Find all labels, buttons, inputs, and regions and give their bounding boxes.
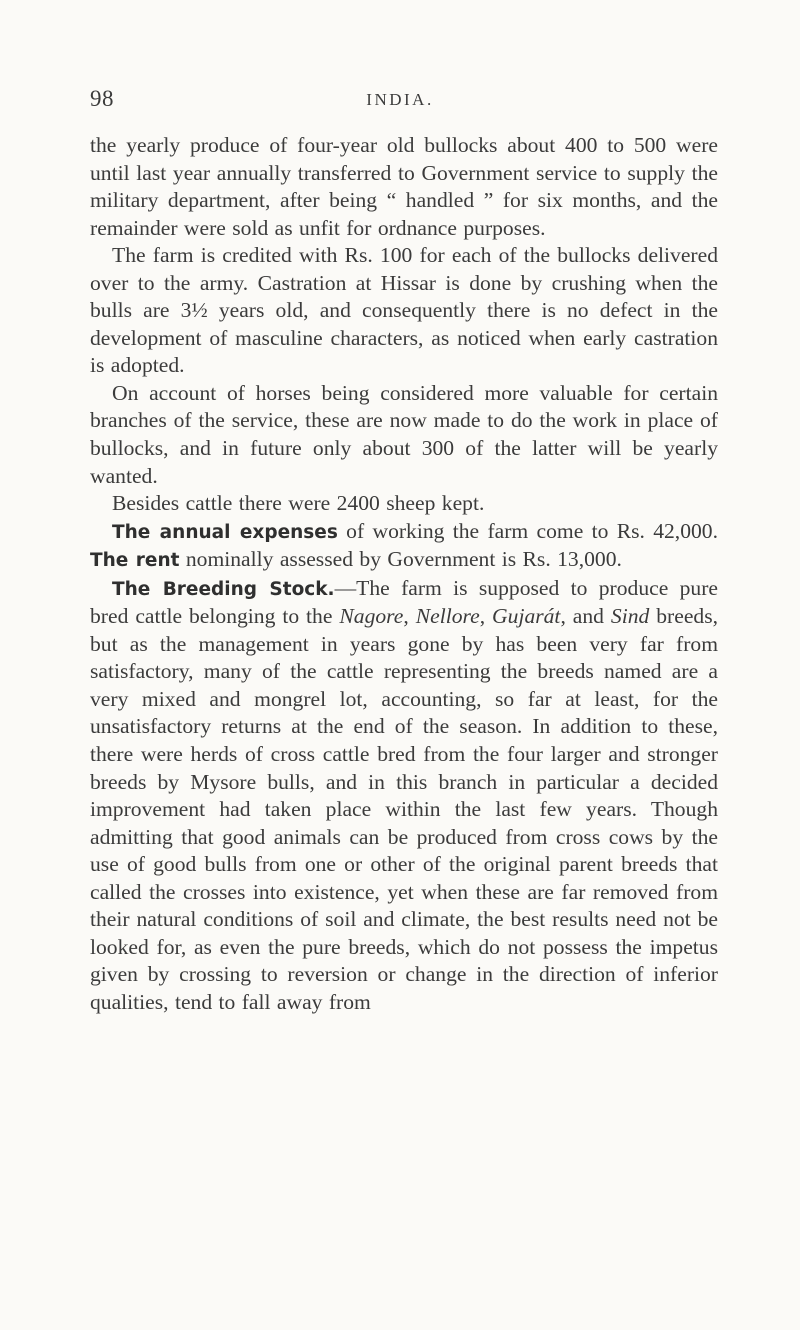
- paragraph-bullock-produce: the yearly produce of four-year old bullocks about 400 to 500 were until last year annually transferred to Government service to supply the military department, after being “ handled ” for six months, and the remainder were sold as unfit for ordnance purposes.: [90, 133, 718, 240]
- paragraph-breeding-stock: [90, 575, 718, 1017]
- breed-separator-1: ,: [403, 604, 416, 629]
- page-header: [0, 86, 800, 120]
- breeding-stock-heading: The Breeding Stock.: [112, 578, 335, 600]
- body-text: [90, 132, 718, 1017]
- paragraph-annual-expenses: [90, 518, 718, 575]
- annual-expenses-heading: The annual expenses: [112, 521, 338, 543]
- breed-nagore: Nagore: [339, 604, 404, 629]
- page-number: 98: [90, 86, 114, 111]
- rent-heading: The rent: [90, 550, 180, 572]
- rent-text: nominally assessed by Government is Rs. 13,000.: [179, 547, 622, 572]
- paragraph-sheep: Besides cattle there were 2400 sheep kept.: [112, 491, 485, 516]
- breed-nellore: Nellore: [415, 604, 480, 629]
- breeding-stock-intro: —The farm is supposed to produce pure bred cattle belonging to the: [90, 575, 718, 629]
- paragraph-castration: The farm is credited with Rs. 100 for each of the bullocks delivered over to the army. Castration at Hissar is done by crushing when the bulls are 3½ years old, and consequently there is no defect in the development of masculine characters, as noticed when early castration is adopted.: [90, 243, 718, 378]
- breed-separator-2: ,: [479, 604, 493, 629]
- breed-separator-3: , and: [560, 604, 611, 629]
- annual-expenses-text: of working the farm come to Rs. 42,000.: [337, 518, 718, 543]
- breed-sind: Sind: [610, 604, 650, 629]
- breeding-stock-text: breeds, but as the management in years gone by has been very far from satisfactory, many of the cattle representing the breeds named are a very mixed and mongrel lot, accounting, so far at least, for the unsatisfactory returns at the end of the season. In addition to these, there were herds of cross cattle bred from the four larger and stronger breeds by Mysore bulls, and in this branch in particular a decided improvement had taken place within the last few years. Though admitting that good animals can be produced from cross cows by the use of good bulls from one or other of the original parent breeds that called the crosses into existence, yet when these are far removed from their natural conditions of soil and climate, the best results need not be looked for, as even the pure breeds, which do not possess the impetus given by crossing to reversion or change in the direction of inferior qualities, tend to fall away from: [90, 604, 718, 1014]
- breed-gujarat: Gujarát: [492, 604, 561, 629]
- running-head: INDIA.: [366, 90, 434, 109]
- paragraph-horses: On account of horses being considered more valuable for certain branches of the service, these are now made to do the work in place of bullocks, and in future only about 300 of the latter will be yearly wanted.: [90, 380, 718, 488]
